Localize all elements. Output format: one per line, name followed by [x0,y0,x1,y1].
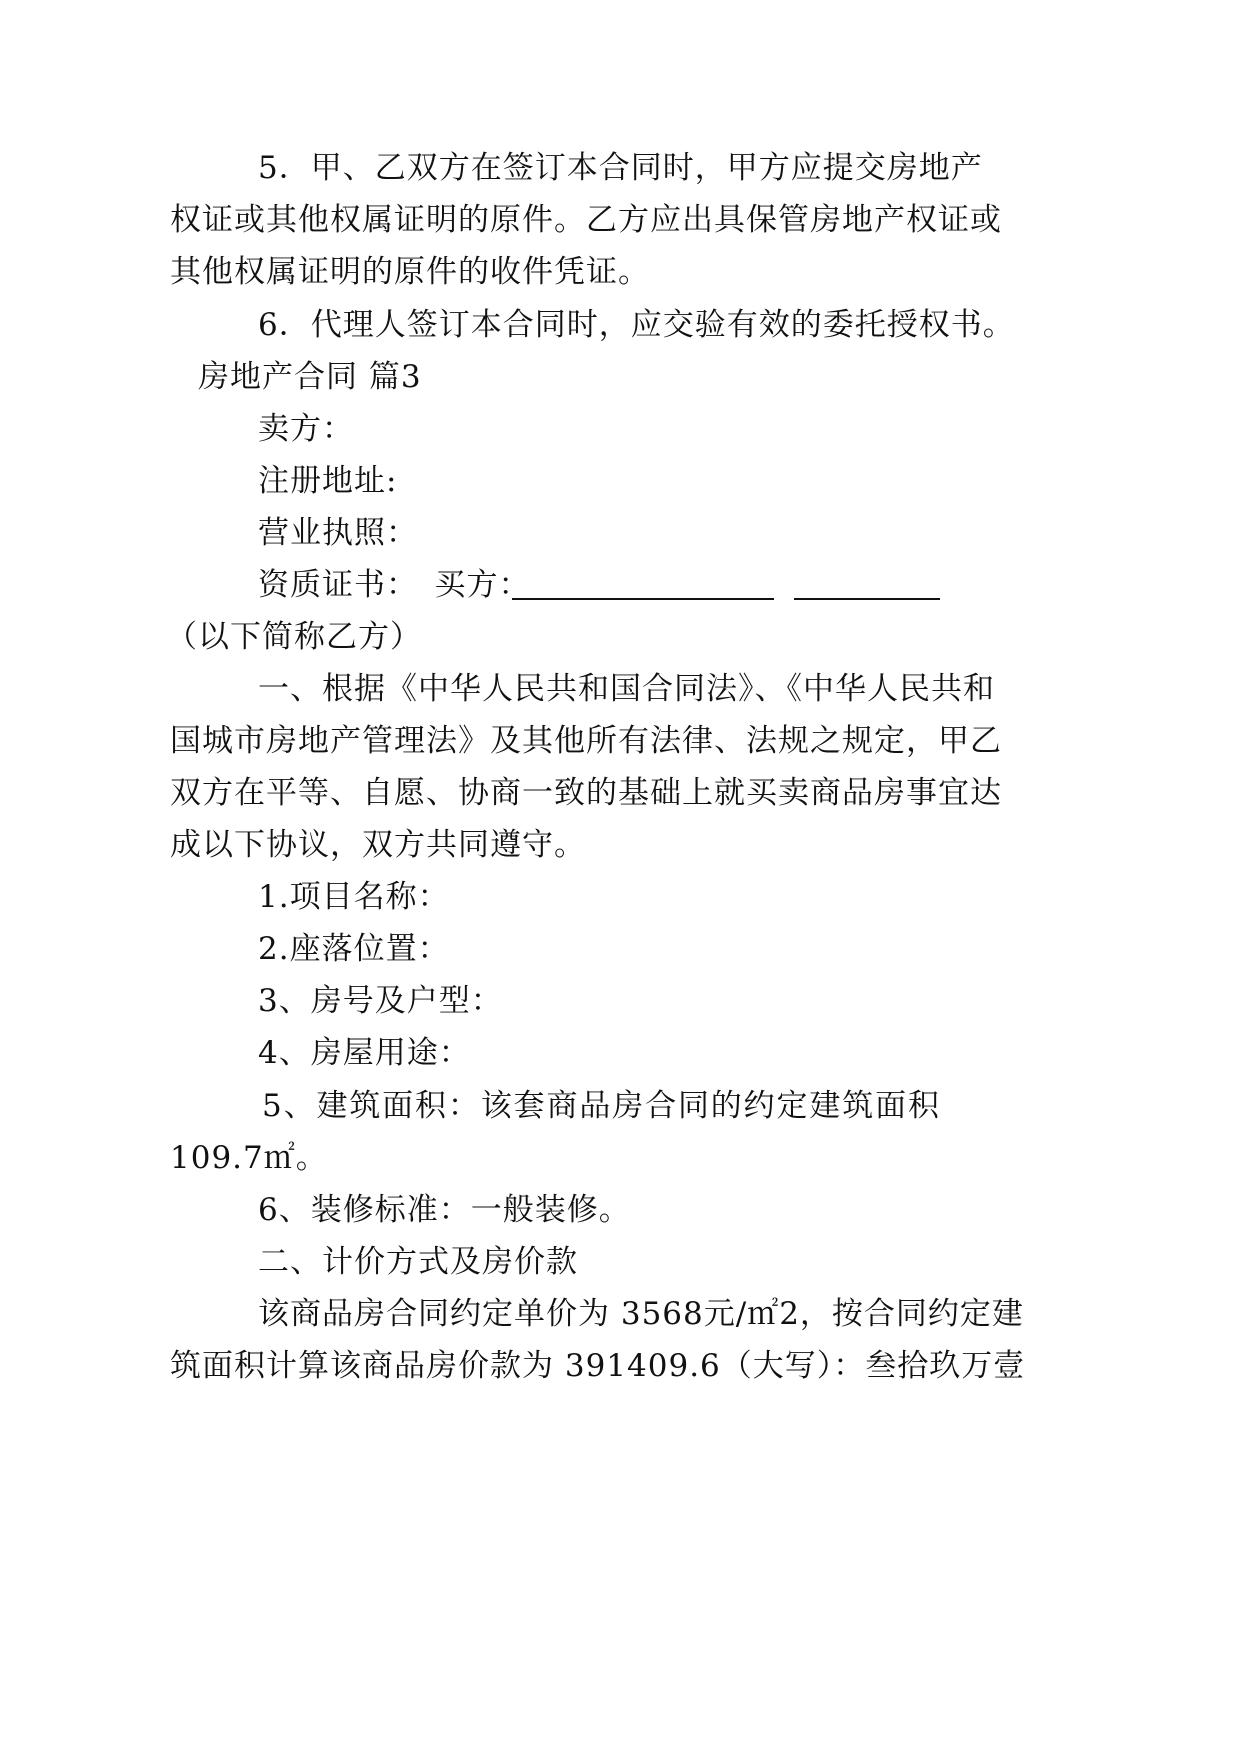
paragraph-line: 权证或其他权属证明的原件。乙方应出具保管房地产权证或 [170,202,1002,238]
list-item: 3、房号及户型： [258,983,503,1019]
field-label-license: 营业执照： [258,515,418,551]
paragraph-line: 成以下协议，双方共同遵守。 [170,827,586,863]
field-label-seller: 卖方： [258,411,354,447]
paragraph-line: 109.7㎡。 [170,1140,328,1176]
paragraph-line: 该商品房合同约定单价为 3568元/㎡2，按合同约定建 [258,1296,1024,1332]
list-item: 1.项目名称： [258,879,450,915]
paragraph-line: 其他权属证明的原件的收件凭证。 [170,254,650,290]
blank-line [794,572,940,600]
paragraph-line: （以下简称乙方） [166,619,422,655]
section-heading: 二、计价方式及房价款 [258,1244,578,1280]
paragraph-line: 国城市房地产管理法》及其他所有法律、法规之规定，甲乙 [170,723,1002,759]
list-item: 2.座落位置： [258,931,450,967]
blank-line [512,572,774,600]
list-item: 4、房屋用途： [258,1035,471,1071]
field-label-address: 注册地址: [258,463,398,499]
list-item: 6、装修标准：一般装修。 [258,1192,631,1228]
paragraph-line: 筑面积计算该商品房价款为 391409.6（大写）：叁拾玖万壹 [170,1348,1026,1384]
paragraph-line: 5．甲、乙双方在签订本合同时，甲方应提交房地产 [258,150,983,186]
section-heading: 房地产合同 篇3 [198,359,422,395]
field-label-qualification-buyer: 资质证书： 买方： [258,567,531,603]
list-item: 5、建筑面积：该套商品房合同的约定建筑面积 [262,1088,940,1124]
paragraph-line: 6．代理人签订本合同时，应交验有效的委托授权书。 [258,307,1015,343]
paragraph-line: 一、根据《中华人民共和国合同法》、《中华人民共和 [258,671,995,707]
paragraph-line: 双方在平等、自愿、协商一致的基础上就买卖商品房事宜达 [170,775,1002,811]
